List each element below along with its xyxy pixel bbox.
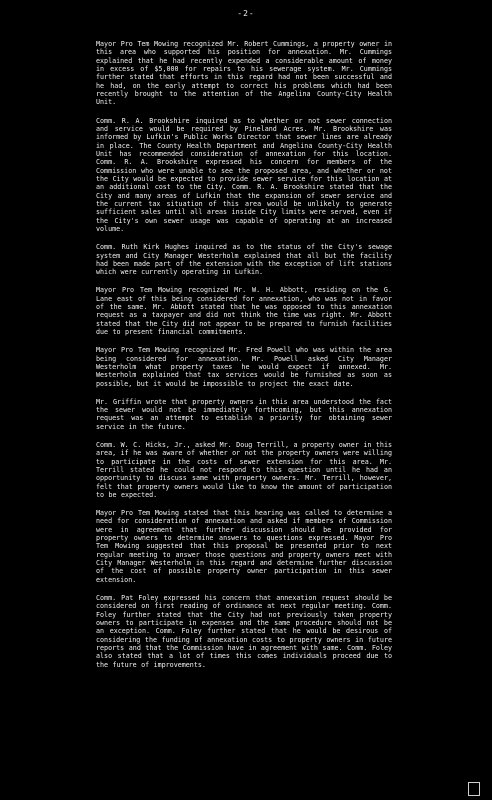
paragraph-powell: Mayor Pro Tem Mowing recognized Mr. Fred Powell who was within the area being considered for annexation. Mr. Powell asked City Manager Westerholm what property taxes he would expect if annexed. Mr. Westerholm explained that tax services would be furnished as soon as possible, but it would be impossible to project the exact date. (96, 346, 392, 388)
scan-artifact (468, 782, 480, 796)
paragraph-griffin: Mr. Griffin wrote that property owners in this area understood the fact the sewer would not be immediately forthcoming, but this annexation request was an attempt to establish a priority for obtaining sewer service in the future. (96, 397, 392, 431)
paragraph-brookshire: Comm. R. A. Brookshire inquired as to whether or not sewer connection and service would be required by Pineland Acres. Mr. Brookshire was informed by Lufkin's Public Works Director that sewer lines are already in place. The County Health Department and Angelina County-City Health Unit has recommended consideration of annexation for this location. Comm. R. A. Brookshire expressed his concern for members of the Commission who were unable to see the proposed area, and whether or not the City would be expected to provide sewer service for this location at an additional cost to the City. Comm. R. A. Brookshire stated that the City and many areas of Lufkin that the expansion of sewer service and the current tax situation of this area would be unlikely to generate sufficient sales until all areas inside City limits were served, even if the City's own sewer usage was capable of operating at an increased volume. (96, 116, 392, 234)
paragraph-mowing: Mayor Pro Tem Mowing stated that this hearing was called to determine a need for consideration of annexation and asked if members of Commission were in agreement that further discussion should be provided for property owners to determine answers to questions expressed. Mayor Pro Tem Mowing suggested that this proposal be presented prior to next regular meeting to answer those questions and property owners meet with City Manager Westerholm in this regard and determine further discussion of the cost of possible property owner participation in this sewer extension. (96, 509, 392, 584)
paragraph-hicks: Comm. W. C. Hicks, Jr., asked Mr. Doug Terrill, a property owner in this area, if he was aware of whether or not the property owners were willing to participate in the costs of sewer extension for this area. Mr. Terrill stated he could not respond to this question until he had an opportunity to discuss same with property owners. Mr. Terrill, however, felt that property owners would like to know the amount of participation to be expected. (96, 440, 392, 499)
paragraph-hughes: Comm. Ruth Kirk Hughes inquired as to the status of the City's sewage system and City Manager Westerholm explained that all but the facility had been made part of the extension with the exception of lift stations which were currently operating in Lufkin. (96, 243, 392, 277)
page-number: -2- (237, 9, 255, 18)
minutes-body (96, 40, 392, 679)
paragraph-abbott: Mayor Pro Tem Mowing recognized Mr. W. H. Abbott, residing on the G. Lane east of this being considered for annexation, who was not in favor of the same. Mr. Abbott stated that he was opposed to this annexation request as a taxpayer and did not think the time was right. Mr. Abbott stated that the City did not appear to be prepared to furnish facilities due to present financial commitments. (96, 286, 392, 337)
paragraph-cummings: Mayor Pro Tem Mowing recognized Mr. Robert Cummings, a property owner in this area who supported his position for annexation. Mr. Cummings explained that he had recently expended a considerable amount of money in excess of $5,000 for repairs to his sewerage system. Mr. Cummings further stated that efforts in this regard had not been successful and he had, on the early attempt to correct his problems which had been recently brought to the attention of the Angelina County-City Health Unit. (96, 40, 392, 107)
paragraph-foley: Comm. Pat Foley expressed his concern that annexation request should be considered on first reading of ordinance at next regular meeting. Comm. Foley further stated that the City had not previously taken property owners to participate in expenses and the same procedure should not be an exception. Comm. Foley further stated that he would be desirous of considering the funding of annexation costs to property owners in future reports and that the Commission have in agreement with same. Comm. Foley also stated that a lot of times this comes individuals proceed due to the future of improvements. (96, 593, 392, 669)
